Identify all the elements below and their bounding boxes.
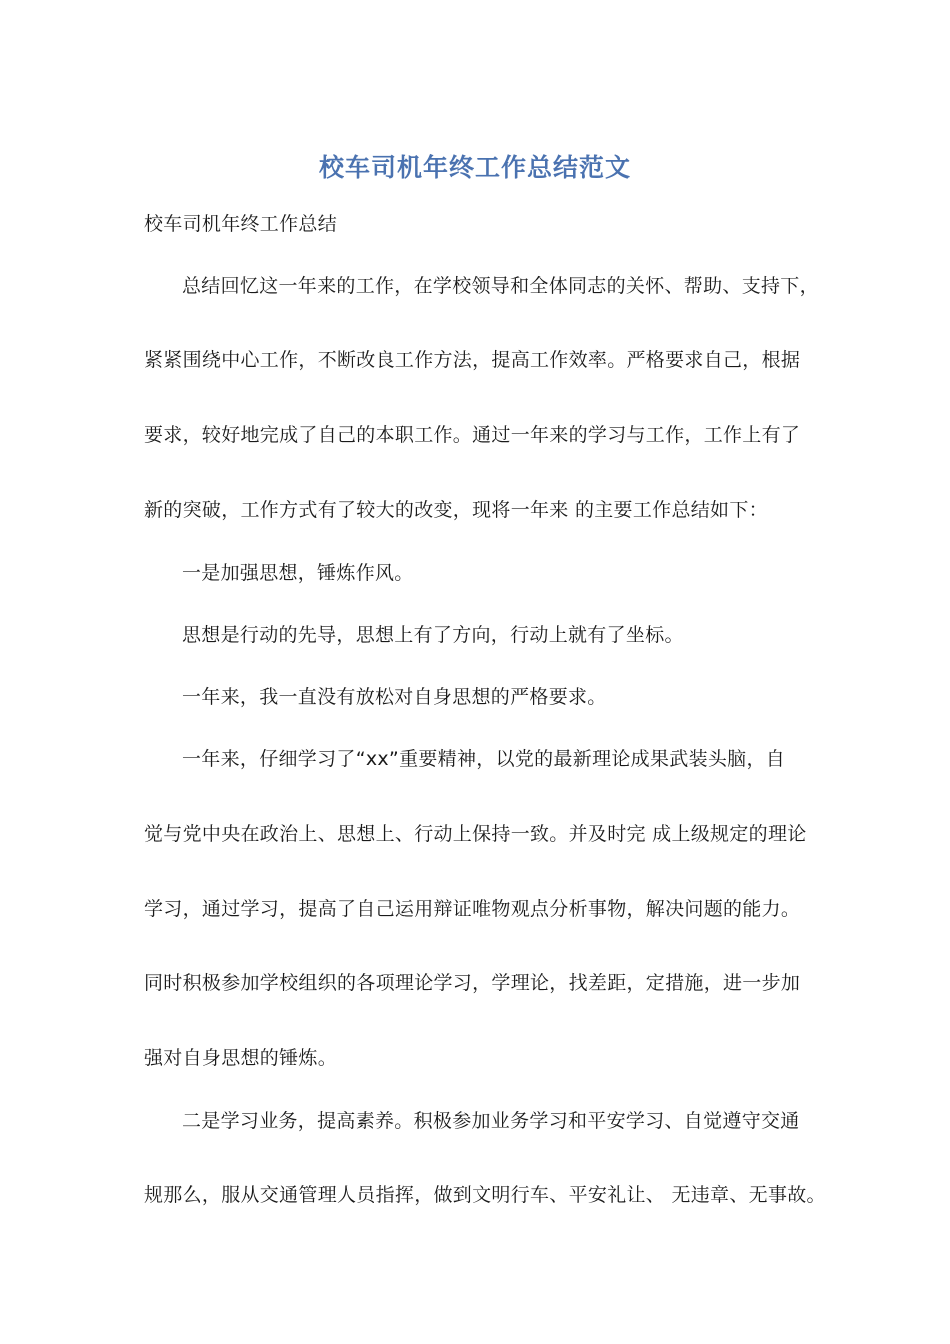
paragraph-line: 思想是行动的先导，思想上有了方向，行动上就有了坐标。 — [182, 624, 684, 646]
paragraph-line: 新的突破，工作方式有了较大的改变，现将一年来 的主要工作总结如下： — [144, 499, 768, 521]
paragraph-line: 一年来，我一直没有放松对自身思想的严格要求。 — [182, 686, 607, 708]
paragraph-line: 学习，通过学习，提高了自己运用辩证唯物观点分析事物，解决问题的能力。 — [144, 898, 801, 920]
section-heading-line: 二是学习业务，提高素养。积极参加业务学习和平安学习、自觉遵守交通 — [182, 1110, 800, 1132]
paragraph-line: 紧紧围绕中心工作，不断改良工作方法，提高工作效率。严格要求自己，根据 — [144, 349, 801, 371]
paragraph-line: 强对自身思想的锤炼。 — [144, 1047, 338, 1069]
subtitle-line: 校车司机年终工作总结 — [144, 213, 338, 235]
paragraph-line: 同时积极参加学校组织的各项理论学习，学理论，找差距，定措施，进一步加 — [144, 972, 801, 994]
paragraph-line: 一年来，仔细学习了“xx”重要精神，以党的最新理论成果武装头脑，自 — [182, 748, 786, 770]
document-title: 校车司机年终工作总结范文 — [318, 153, 631, 182]
paragraph-line: 规那么，服从交通管理人员指挥，做到文明行车、平安礼让、 无违章、无事故。 — [144, 1184, 826, 1206]
section-heading-line: 一是加强思想，锤炼作风。 — [182, 562, 414, 584]
paragraph-line: 觉与党中央在政治上、思想上、行动上保持一致。并及时完 成上级规定的理论 — [144, 823, 807, 845]
paragraph-line: 要求，较好地完成了自己的本职工作。通过一年来的学习与工作，工作上有了 — [144, 424, 801, 446]
paragraph-line: 总结回忆这一年来的工作，在学校领导和全体同志的关怀、帮助、支持下， — [182, 275, 819, 297]
